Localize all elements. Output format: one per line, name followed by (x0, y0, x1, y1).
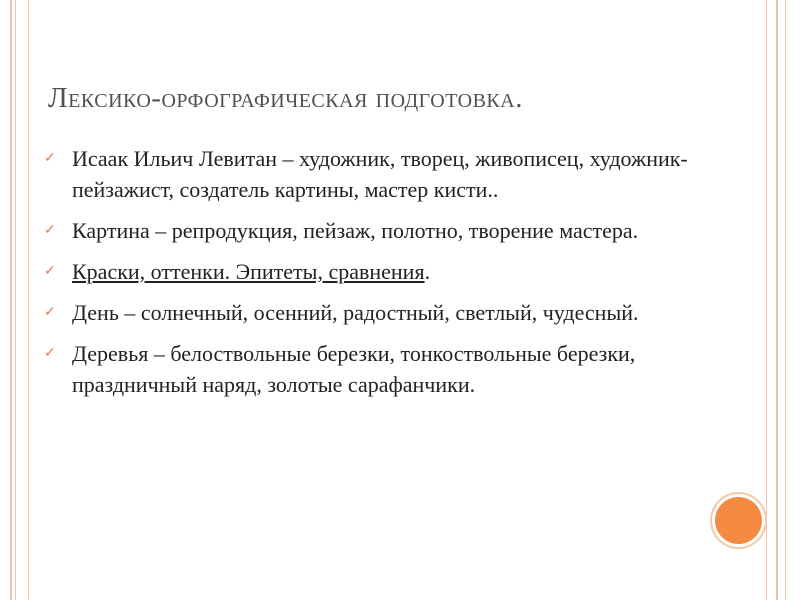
chevron-bullet-icon: ✓ (44, 223, 56, 238)
chevron-bullet-icon: ✓ (44, 305, 56, 320)
chevron-bullet-icon: ✓ (44, 264, 56, 279)
bullet-item (44, 215, 704, 246)
bullet-item (44, 256, 704, 287)
chevron-bullet-icon: ✓ (44, 346, 56, 361)
frame-line-left-outer (10, 0, 12, 600)
accent-circle (715, 497, 762, 544)
bullet-text-suffix: . (424, 259, 431, 284)
frame-line-left-inner (28, 0, 29, 600)
slide-title: Лексико-орфографическая подготовка. (48, 82, 523, 114)
bullet-item (44, 297, 704, 328)
bullet-item (44, 143, 704, 205)
frame-line-left-middle (15, 0, 16, 600)
frame-line-right-middle (776, 0, 778, 600)
bullet-text: Деревья – белоствольные березки, тонкоствольные березки, праздничный наряд, золотые сарафанчики. (72, 341, 636, 397)
frame-line-right-inner (766, 0, 767, 600)
bullet-item (44, 338, 704, 400)
frame-line-right-outer (785, 0, 786, 600)
bullet-underlined-text: Краски, оттенки. Эпитеты, сравнения (72, 259, 425, 284)
bullet-text: День – солнечный, осенний, радостный, светлый, чудесный. (72, 300, 639, 325)
bullet-text: Картина – репродукция, пейзаж, полотно, творение мастера. (72, 218, 639, 243)
bullet-text: Исаак Ильич Левитан – художник, творец, живописец, художник-пейзажист, создатель картины, мастер кисти.. (72, 146, 688, 202)
bullet-list (44, 143, 704, 410)
chevron-bullet-icon: ✓ (44, 151, 56, 166)
